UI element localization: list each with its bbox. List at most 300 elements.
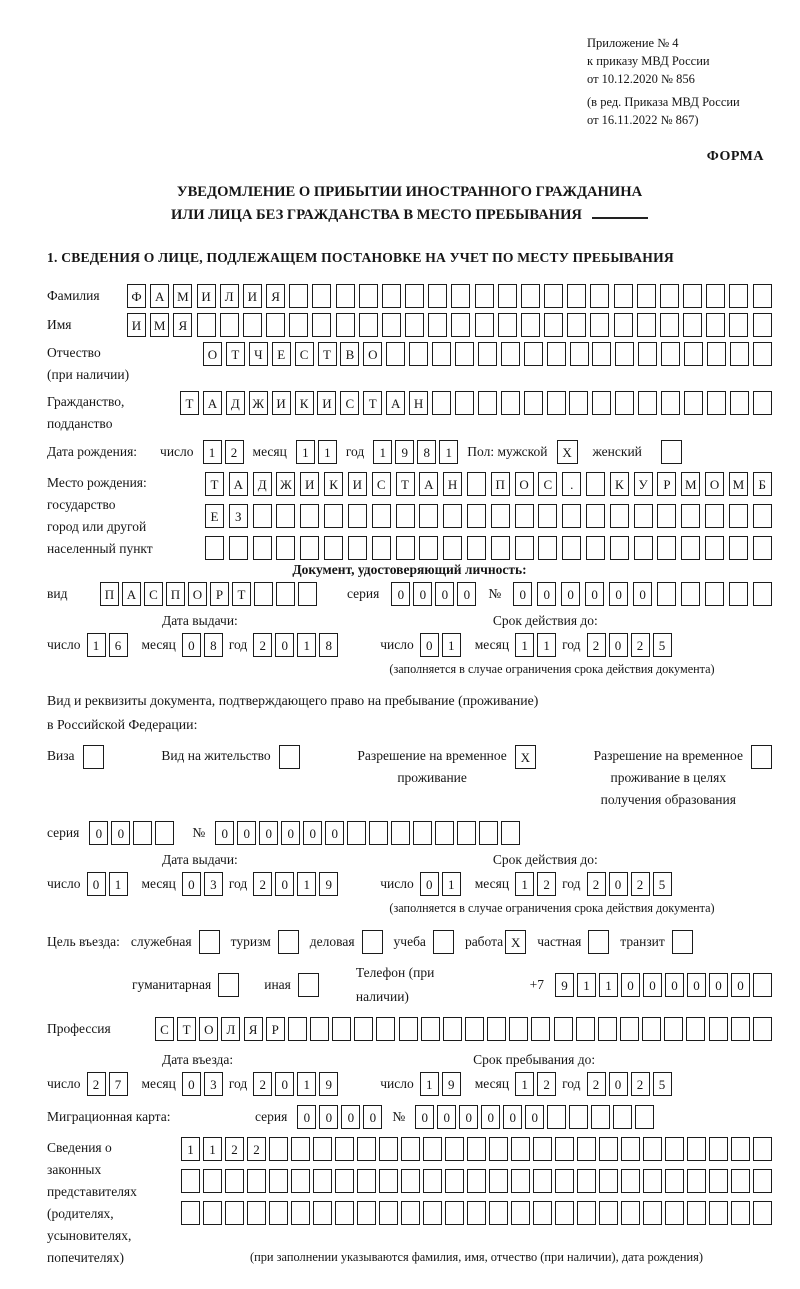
char-box[interactable] — [707, 391, 726, 415]
char-box[interactable]: 0 — [259, 821, 278, 845]
char-box[interactable] — [657, 582, 676, 606]
char-box[interactable] — [467, 472, 486, 496]
char-box[interactable] — [569, 391, 588, 415]
char-box[interactable] — [562, 504, 581, 528]
char-box[interactable] — [684, 342, 703, 366]
char-box[interactable] — [591, 1105, 610, 1129]
char-box[interactable]: 9 — [319, 1072, 338, 1096]
char-box[interactable] — [432, 342, 451, 366]
char-box[interactable] — [635, 1105, 654, 1129]
char-box[interactable] — [707, 342, 726, 366]
char-box[interactable] — [610, 536, 629, 560]
char-box[interactable]: 2 — [587, 633, 606, 657]
char-box[interactable] — [197, 313, 216, 337]
char-box[interactable]: 0 — [413, 582, 432, 606]
char-box[interactable]: Я — [266, 284, 285, 308]
char-box[interactable] — [531, 1017, 550, 1041]
char-box[interactable] — [709, 1201, 728, 1225]
char-box[interactable]: С — [144, 582, 163, 606]
char-box[interactable] — [243, 313, 262, 337]
char-box[interactable]: А — [122, 582, 141, 606]
char-box[interactable] — [419, 536, 438, 560]
char-box[interactable] — [467, 1137, 486, 1161]
char-box[interactable] — [661, 342, 680, 366]
char-box[interactable] — [269, 1137, 288, 1161]
char-box[interactable] — [687, 1137, 706, 1161]
char-box[interactable]: С — [538, 472, 557, 496]
char-box[interactable]: И — [317, 391, 336, 415]
char-box[interactable] — [491, 504, 510, 528]
char-box[interactable] — [291, 1137, 310, 1161]
char-box[interactable] — [610, 504, 629, 528]
char-box[interactable]: 0 — [643, 973, 662, 997]
char-box[interactable] — [443, 1017, 462, 1041]
char-box[interactable] — [592, 391, 611, 415]
char-box[interactable]: М — [150, 313, 169, 337]
char-box[interactable]: Е — [205, 504, 224, 528]
char-box[interactable]: 1 — [109, 872, 128, 896]
char-box[interactable] — [155, 821, 174, 845]
char-box[interactable] — [298, 582, 317, 606]
char-box[interactable] — [288, 1017, 307, 1041]
char-box[interactable]: 0 — [525, 1105, 544, 1129]
char-box[interactable] — [577, 1201, 596, 1225]
char-box[interactable]: М — [681, 472, 700, 496]
char-box[interactable]: 0 — [325, 821, 344, 845]
char-box[interactable] — [660, 284, 679, 308]
char-box[interactable] — [498, 313, 517, 337]
char-box[interactable]: 1 — [577, 973, 596, 997]
char-box[interactable]: 0 — [665, 973, 684, 997]
char-box[interactable]: И — [243, 284, 262, 308]
char-box[interactable]: Я — [173, 313, 192, 337]
char-box[interactable]: О — [203, 342, 222, 366]
char-box[interactable] — [253, 504, 272, 528]
char-box[interactable] — [432, 391, 451, 415]
char-box[interactable]: 0 — [621, 973, 640, 997]
edu-permit-checkbox[interactable] — [751, 745, 772, 769]
char-box[interactable]: Т — [205, 472, 224, 496]
char-box[interactable] — [753, 391, 772, 415]
char-box[interactable] — [684, 391, 703, 415]
char-box[interactable]: 2 — [247, 1137, 266, 1161]
char-box[interactable] — [401, 1169, 420, 1193]
char-box[interactable]: И — [348, 472, 367, 496]
char-box[interactable]: Т — [396, 472, 415, 496]
char-box[interactable] — [621, 1137, 640, 1161]
char-box[interactable]: 0 — [275, 1072, 294, 1096]
char-box[interactable] — [498, 284, 517, 308]
char-box[interactable] — [401, 1137, 420, 1161]
char-box[interactable] — [683, 313, 702, 337]
char-box[interactable] — [681, 536, 700, 560]
char-box[interactable]: 1 — [297, 872, 316, 896]
char-box[interactable] — [665, 1169, 684, 1193]
char-box[interactable] — [637, 284, 656, 308]
char-box[interactable]: К — [324, 472, 343, 496]
char-box[interactable] — [634, 536, 653, 560]
char-box[interactable]: 2 — [253, 633, 272, 657]
char-box[interactable] — [382, 313, 401, 337]
char-box[interactable] — [586, 504, 605, 528]
char-box[interactable] — [396, 536, 415, 560]
char-box[interactable]: 0 — [215, 821, 234, 845]
char-box[interactable]: А — [203, 391, 222, 415]
char-box[interactable]: 2 — [631, 872, 650, 896]
char-box[interactable] — [336, 313, 355, 337]
purpose-work-checkbox[interactable]: X — [505, 930, 526, 954]
char-box[interactable] — [205, 536, 224, 560]
char-box[interactable]: 0 — [420, 872, 439, 896]
char-box[interactable]: 0 — [89, 821, 108, 845]
char-box[interactable] — [706, 313, 725, 337]
char-box[interactable] — [291, 1201, 310, 1225]
char-box[interactable]: 8 — [204, 633, 223, 657]
char-box[interactable]: И — [272, 391, 291, 415]
char-box[interactable]: О — [515, 472, 534, 496]
char-box[interactable] — [354, 1017, 373, 1041]
char-box[interactable] — [203, 1169, 222, 1193]
char-box[interactable]: К — [295, 391, 314, 415]
char-box[interactable] — [657, 504, 676, 528]
char-box[interactable] — [419, 504, 438, 528]
char-box[interactable] — [501, 821, 520, 845]
char-box[interactable] — [592, 342, 611, 366]
char-box[interactable] — [269, 1201, 288, 1225]
char-box[interactable] — [225, 1201, 244, 1225]
char-box[interactable]: 0 — [341, 1105, 360, 1129]
char-box[interactable] — [538, 536, 557, 560]
char-box[interactable] — [428, 284, 447, 308]
char-box[interactable] — [731, 1201, 750, 1225]
char-box[interactable] — [266, 313, 285, 337]
char-box[interactable] — [443, 504, 462, 528]
char-box[interactable]: 3 — [204, 872, 223, 896]
char-box[interactable] — [590, 284, 609, 308]
char-box[interactable] — [681, 504, 700, 528]
char-box[interactable]: С — [372, 472, 391, 496]
char-box[interactable] — [253, 536, 272, 560]
char-box[interactable] — [709, 1169, 728, 1193]
char-box[interactable] — [730, 391, 749, 415]
char-box[interactable]: 1 — [420, 1072, 439, 1096]
char-box[interactable]: 0 — [182, 633, 201, 657]
char-box[interactable]: 0 — [513, 582, 532, 606]
char-box[interactable] — [753, 973, 772, 997]
char-box[interactable] — [181, 1201, 200, 1225]
char-box[interactable]: Л — [221, 1017, 240, 1041]
purpose-transit-checkbox[interactable] — [672, 930, 693, 954]
char-box[interactable]: 0 — [281, 821, 300, 845]
char-box[interactable]: А — [386, 391, 405, 415]
char-box[interactable]: 2 — [631, 1072, 650, 1096]
char-box[interactable]: 0 — [415, 1105, 434, 1129]
char-box[interactable] — [515, 536, 534, 560]
char-box[interactable] — [276, 504, 295, 528]
char-box[interactable]: 1 — [318, 440, 337, 464]
char-box[interactable] — [289, 313, 308, 337]
char-box[interactable] — [554, 1017, 573, 1041]
char-box[interactable] — [401, 1201, 420, 1225]
char-box[interactable] — [229, 536, 248, 560]
char-box[interactable] — [577, 1137, 596, 1161]
char-box[interactable]: 0 — [303, 821, 322, 845]
char-box[interactable]: 0 — [435, 582, 454, 606]
char-box[interactable]: 0 — [459, 1105, 478, 1129]
char-box[interactable]: 0 — [297, 1105, 316, 1129]
char-box[interactable] — [475, 313, 494, 337]
char-box[interactable] — [467, 1169, 486, 1193]
char-box[interactable] — [753, 504, 772, 528]
char-box[interactable]: 2 — [537, 872, 556, 896]
char-box[interactable] — [276, 536, 295, 560]
char-box[interactable] — [683, 284, 702, 308]
purpose-official-checkbox[interactable] — [199, 930, 220, 954]
char-box[interactable] — [289, 284, 308, 308]
char-box[interactable]: Т — [226, 342, 245, 366]
char-box[interactable]: Т — [180, 391, 199, 415]
char-box[interactable] — [599, 1201, 618, 1225]
char-box[interactable]: З — [229, 504, 248, 528]
char-box[interactable]: 2 — [225, 440, 244, 464]
char-box[interactable] — [729, 582, 748, 606]
char-box[interactable]: 0 — [731, 973, 750, 997]
char-box[interactable]: 1 — [515, 1072, 534, 1096]
char-box[interactable]: 9 — [319, 872, 338, 896]
char-box[interactable] — [445, 1201, 464, 1225]
char-box[interactable]: 2 — [587, 872, 606, 896]
char-box[interactable] — [324, 504, 343, 528]
char-box[interactable]: Л — [220, 284, 239, 308]
char-box[interactable] — [291, 1169, 310, 1193]
char-box[interactable] — [347, 821, 366, 845]
char-box[interactable] — [731, 1169, 750, 1193]
char-box[interactable]: 9 — [555, 973, 574, 997]
char-box[interactable] — [731, 1017, 750, 1041]
char-box[interactable]: 2 — [253, 1072, 272, 1096]
char-box[interactable] — [753, 582, 772, 606]
char-box[interactable] — [705, 536, 724, 560]
char-box[interactable] — [642, 1017, 661, 1041]
purpose-tourism-checkbox[interactable] — [278, 930, 299, 954]
char-box[interactable]: 0 — [237, 821, 256, 845]
char-box[interactable] — [547, 342, 566, 366]
char-box[interactable] — [300, 536, 319, 560]
char-box[interactable] — [570, 342, 589, 366]
char-box[interactable] — [661, 391, 680, 415]
char-box[interactable] — [181, 1169, 200, 1193]
char-box[interactable]: Д — [226, 391, 245, 415]
char-box[interactable] — [544, 313, 563, 337]
char-box[interactable] — [203, 1201, 222, 1225]
char-box[interactable]: 1 — [203, 440, 222, 464]
char-box[interactable] — [753, 313, 772, 337]
char-box[interactable] — [730, 342, 749, 366]
char-box[interactable]: С — [340, 391, 359, 415]
char-box[interactable]: 1 — [181, 1137, 200, 1161]
char-box[interactable]: 0 — [537, 582, 556, 606]
char-box[interactable]: Р — [657, 472, 676, 496]
char-box[interactable] — [443, 536, 462, 560]
char-box[interactable]: 6 — [109, 633, 128, 657]
char-box[interactable] — [409, 342, 428, 366]
char-box[interactable]: 9 — [395, 440, 414, 464]
char-box[interactable] — [706, 284, 725, 308]
char-box[interactable]: М — [173, 284, 192, 308]
char-box[interactable] — [567, 284, 586, 308]
char-box[interactable]: 2 — [631, 633, 650, 657]
char-box[interactable]: 8 — [319, 633, 338, 657]
char-box[interactable] — [451, 284, 470, 308]
char-box[interactable] — [705, 504, 724, 528]
char-box[interactable] — [276, 582, 295, 606]
char-box[interactable]: Т — [232, 582, 251, 606]
char-box[interactable]: 1 — [515, 872, 534, 896]
visa-checkbox[interactable] — [83, 745, 104, 769]
char-box[interactable]: 0 — [275, 633, 294, 657]
purpose-private-checkbox[interactable] — [588, 930, 609, 954]
char-box[interactable] — [396, 504, 415, 528]
char-box[interactable] — [405, 284, 424, 308]
char-box[interactable] — [515, 504, 534, 528]
char-box[interactable]: . — [562, 472, 581, 496]
char-box[interactable] — [511, 1201, 530, 1225]
char-box[interactable] — [524, 342, 543, 366]
char-box[interactable]: Р — [210, 582, 229, 606]
char-box[interactable] — [133, 821, 152, 845]
char-box[interactable]: 1 — [297, 1072, 316, 1096]
char-box[interactable] — [729, 284, 748, 308]
char-box[interactable] — [753, 342, 772, 366]
char-box[interactable]: 1 — [599, 973, 618, 997]
char-box[interactable] — [445, 1169, 464, 1193]
char-box[interactable] — [555, 1169, 574, 1193]
char-box[interactable] — [615, 391, 634, 415]
char-box[interactable]: 0 — [87, 872, 106, 896]
char-box[interactable] — [533, 1137, 552, 1161]
char-box[interactable] — [753, 1017, 772, 1041]
char-box[interactable] — [300, 504, 319, 528]
char-box[interactable] — [359, 284, 378, 308]
char-box[interactable]: 2 — [225, 1137, 244, 1161]
char-box[interactable]: 5 — [653, 872, 672, 896]
char-box[interactable] — [599, 1169, 618, 1193]
char-box[interactable] — [491, 536, 510, 560]
char-box[interactable]: 0 — [182, 1072, 201, 1096]
char-box[interactable] — [687, 1201, 706, 1225]
char-box[interactable]: Я — [244, 1017, 263, 1041]
char-box[interactable] — [509, 1017, 528, 1041]
char-box[interactable] — [521, 284, 540, 308]
char-box[interactable]: 0 — [391, 582, 410, 606]
char-box[interactable]: 0 — [111, 821, 130, 845]
char-box[interactable]: И — [127, 313, 146, 337]
char-box[interactable]: П — [166, 582, 185, 606]
char-box[interactable] — [312, 284, 331, 308]
char-box[interactable]: О — [199, 1017, 218, 1041]
char-box[interactable] — [455, 342, 474, 366]
char-box[interactable] — [467, 536, 486, 560]
char-box[interactable] — [638, 391, 657, 415]
char-box[interactable]: 2 — [537, 1072, 556, 1096]
char-box[interactable]: 1 — [373, 440, 392, 464]
char-box[interactable]: 0 — [503, 1105, 522, 1129]
char-box[interactable]: 1 — [296, 440, 315, 464]
char-box[interactable] — [614, 313, 633, 337]
char-box[interactable] — [614, 284, 633, 308]
char-box[interactable]: 8 — [417, 440, 436, 464]
char-box[interactable] — [598, 1017, 617, 1041]
char-box[interactable] — [405, 313, 424, 337]
char-box[interactable] — [445, 1137, 464, 1161]
char-box[interactable]: 2 — [253, 872, 272, 896]
char-box[interactable] — [376, 1017, 395, 1041]
char-box[interactable] — [562, 536, 581, 560]
char-box[interactable] — [555, 1201, 574, 1225]
char-box[interactable]: Б — [753, 472, 772, 496]
char-box[interactable]: Р — [266, 1017, 285, 1041]
sex-female-checkbox[interactable] — [661, 440, 682, 464]
char-box[interactable] — [369, 821, 388, 845]
char-box[interactable] — [547, 1105, 566, 1129]
purpose-business-checkbox[interactable] — [362, 930, 383, 954]
char-box[interactable]: 0 — [363, 1105, 382, 1129]
char-box[interactable]: 1 — [537, 633, 556, 657]
char-box[interactable] — [643, 1137, 662, 1161]
char-box[interactable]: Т — [177, 1017, 196, 1041]
char-box[interactable]: 1 — [442, 633, 461, 657]
char-box[interactable] — [335, 1201, 354, 1225]
char-box[interactable] — [590, 313, 609, 337]
char-box[interactable] — [521, 313, 540, 337]
char-box[interactable]: М — [729, 472, 748, 496]
char-box[interactable] — [421, 1017, 440, 1041]
char-box[interactable] — [634, 504, 653, 528]
char-box[interactable]: Н — [443, 472, 462, 496]
char-box[interactable] — [335, 1169, 354, 1193]
char-box[interactable] — [220, 313, 239, 337]
char-box[interactable]: 2 — [587, 1072, 606, 1096]
residence-permit-checkbox[interactable] — [279, 745, 300, 769]
char-box[interactable]: Е — [272, 342, 291, 366]
char-box[interactable]: 9 — [442, 1072, 461, 1096]
char-box[interactable] — [753, 1169, 772, 1193]
char-box[interactable]: С — [295, 342, 314, 366]
char-box[interactable] — [524, 391, 543, 415]
char-box[interactable] — [336, 284, 355, 308]
char-box[interactable] — [269, 1169, 288, 1193]
char-box[interactable]: 0 — [609, 633, 628, 657]
char-box[interactable] — [357, 1137, 376, 1161]
char-box[interactable] — [467, 1201, 486, 1225]
char-box[interactable] — [467, 504, 486, 528]
char-box[interactable] — [313, 1201, 332, 1225]
char-box[interactable]: Т — [318, 342, 337, 366]
char-box[interactable] — [359, 313, 378, 337]
char-box[interactable] — [753, 1137, 772, 1161]
char-box[interactable] — [613, 1105, 632, 1129]
char-box[interactable] — [372, 504, 391, 528]
char-box[interactable] — [479, 821, 498, 845]
char-box[interactable] — [681, 582, 700, 606]
char-box[interactable] — [457, 821, 476, 845]
char-box[interactable]: 0 — [609, 872, 628, 896]
char-box[interactable] — [753, 1201, 772, 1225]
char-box[interactable] — [455, 391, 474, 415]
char-box[interactable] — [357, 1201, 376, 1225]
char-box[interactable] — [615, 342, 634, 366]
char-box[interactable] — [621, 1201, 640, 1225]
